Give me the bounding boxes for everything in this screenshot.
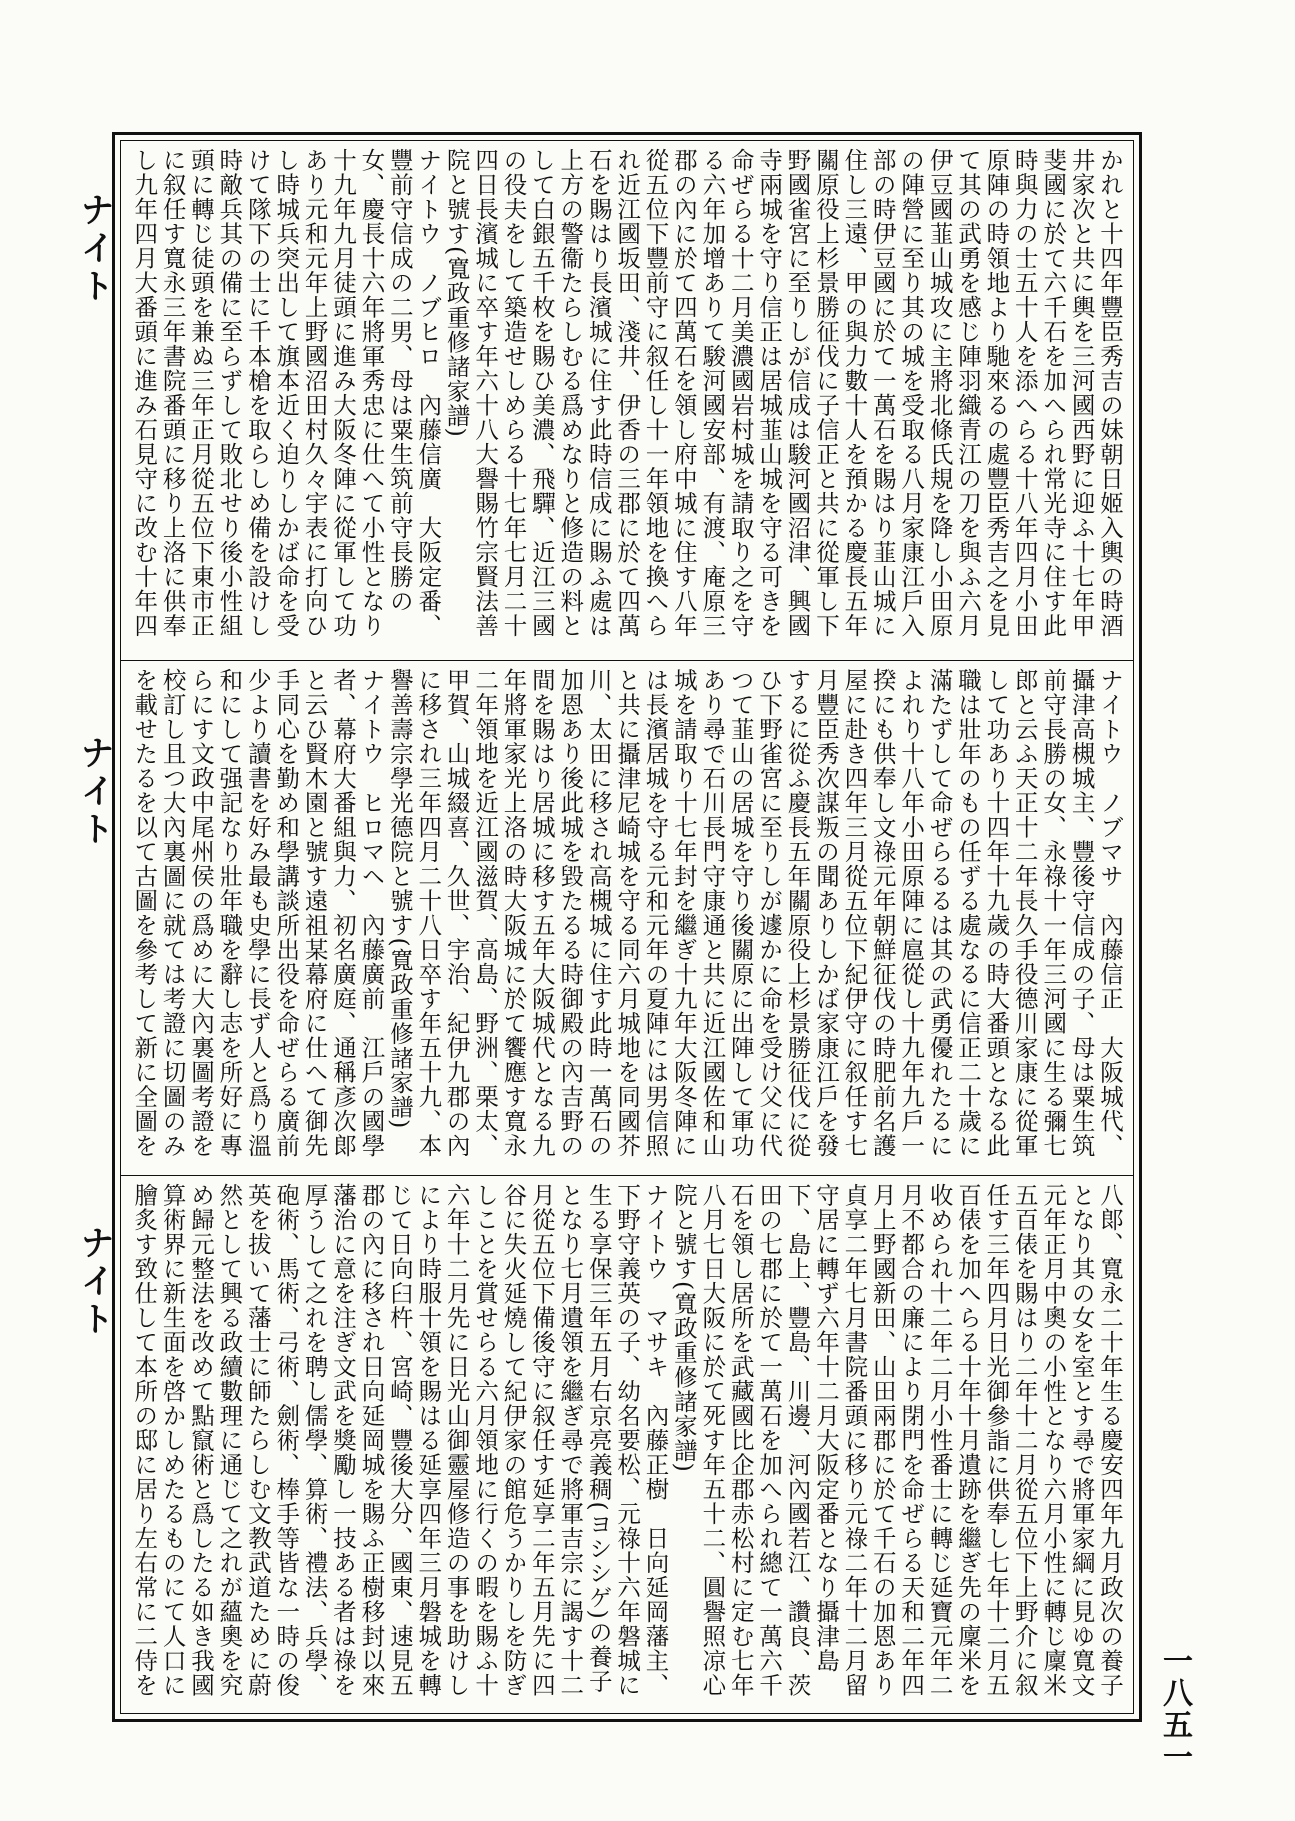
margin-label-2: ナイト [74,735,114,849]
section-bottom [130,1183,1124,1706]
page-number: 一八五一 [1157,1645,1192,1773]
section-divider-2 [120,1175,1134,1176]
entry-paragraph: ナイトウ ヒロマヘ 內藤廣前 江戶の國學者、幕府大番組與力、初名廣庭、通稱彥次郞と云ひ賢木園と號す遠祖某幕府に仕へて御先手同心を勤め和學講談所出役を命ぜらる廣前少より讀書を好み最も史學に長ず人と爲り溫和にして强記なり壯年職を辭し志を所好に專らにす文政中尾州侯の爲めに大內裏圖考證を校訂し且つ大內裏圖に就ては考證に切圖のみを載せたるを以て古圖を參考して新に全圖を [130,668,386,1158]
entry-paragraph: ナイトウ マサキ 內藤正樹 日向延岡藩主、下野守義英の子、幼名要松、元祿十六年磐城に生る享保三年五月右京亮義稠(ヨシシゲ)の養子となり七月遺領を繼ぎ尋で將軍吉宗に謁す十二月從五位下備後守に叙任す延享二年五月先に四谷に失火延燒して紀伊家の館危うかりしを防ぎしことを賞せらる六月領地に行くの暇を賜ふ十六年十二月先に日光山御靈屋修造の事を助けしにより時服十領を賜はる延享四年三月磐城を轉じて日向臼杵、宮崎、豐後大分、國東、速見五郡の內に移され日向延岡城を賜ふ正樹移封以來藩治に意を注ぎ文武を獎勵し一技ある者は祿を厚うして之れを聘し儒學、算術、禮法、兵學、砲術、馬術、弓術、劍術、棒手等皆な一時の俊英を拔いて藩士に師たらしむ文教武道ために蔚然として興る政續數理に通じて之れが蘊奧を究め歸元整法を改めて點竄術と爲したる如き我國算術界に新生面を啓かしめたるものにて人口に膾炙す致仕して本所の邸に居り左右常に二侍を [130,1183,670,1698]
section-top [130,148,1124,653]
section-top-text [130,148,1124,653]
margin-label-1: ナイト [74,192,114,306]
section-divider-1 [120,660,1134,661]
entry-paragraph: ナイトウ ノブヒロ 內藤信廣 大阪定番、豐前守信成の二男、母は粟生筑前守長勝の女、慶長十六年將軍秀忠に仕へて小性となり十九年九月徒頭に進み大阪冬陣に從軍して功あり元和元年上野國沼田村久々宇表に打向ひし時城兵突出して旗本近く迫りしかば命を受けて隊下の士に千本槍を取らしめ備を設けし時敵兵其の備に至らずして敗北せり後小性組頭に轉じ徒頭を兼ぬ三年正月從五位下東市正に叙任す寬永三年書院番頭に移り上洛に供奉し九年四月大番頭に進み石見守に改む十年四 [130,148,443,638]
scan-top-edge [0,4,1295,10]
margin-label-3: ナイト [74,1225,114,1339]
entry-paragraph: 八郞、寬永二十年生る慶安四年九月政次の養子となり其の女を室とす尋で將軍家綱に見ゆ寬文元年正月中奧の小性となり六月小性に轉じ廩米五百俵を賜はり二年十二月從五位下上野介に叙任す三年四月日光御參詣に供奉し七年十二月五百俵を加へらる十年十月遺跡を繼ぎ先の廩米を收められ十二年二月小性番士に轉じ延寶元年二月不都合の廉により閉門を命ぜらる天和二年四月上野國新田、山田兩郡に於て千石の加恩あり貞享二年七月書院番頭に移り元祿二年十二月留守居に轉ず六年十二月大阪定番となり攝津島下、島上、豐島、川邊、河內國若江、讚良、茨田の七郡に於て一萬石を加へられ總て一萬六千石を領し居所を武藏國比企郡赤松村に定む七年八月七日大阪に於て死す年五十二、圓譽照凉心院と號す(寬政重修諸家譜) [669,1183,1124,1698]
entry-paragraph: かれと十四年豐臣秀吉の妹朝日姬入輿の時酒井家次と共に輿を三河國西野に迎ふ十七年甲斐國に於て六千石を加へられ常光寺に住す此時與力の士五十人を添へらる十八年四月小田原陣の時領地より馳來るの處豐臣秀吉之を見て其の武勇を感じ陣羽織青江の刀を與ふ六月伊豆國韮山城攻に主將北條氏規を降し小田原の陣營に至り其の城を受取る八月家康江戶入部の時伊豆國に於て一萬石を賜はり韮山城に住し三遠、甲の與力數十人を預かる慶長五年關原役上杉景勝征伐に子信正と共に從軍し下野國雀宮に至りしが信成は駿河國沼津、興國寺兩城を守り信正は居城韮山城を守る可きを命ぜらる十二月美濃國岩村城を請取り之を守る六年加增ありて駿河國安部、有渡、庵原三郡の內に於て四萬石を領し府中城に住す八年從五位下豐前守に叙任し十一年領地を換へられ近江國坂田、淺井、伊香の三郡に於て四萬石を賜はり長濱城に住す此時信成に賜ふ處は上方の警衞たらしむる爲めなりと修造の料として白銀五千枚を賜ひ美濃、飛驒、近江三國の役夫をして築造せしめらる十七年七月二十四日長濱城に卒す年六十八大譽賜竹宗賢法善院と號す(寬政重修諸家譜) [442,148,1124,638]
section-middle-text [130,668,1124,1168]
entry-paragraph: ナイトウ ノブマサ 內藤信正 大阪城代、攝津高槻城主、豐後守信成の子、母は粟生筑前守長勝の女、永祿十一年三河國に生る彌七郎と云ふ天正十二年長久手役德川家康に從軍して功あり十四年十九歲の時大番頭となる此職は壯年のもの任ずる處なるに信正二十歲に滿たずして命ぜらるるは其の武勇優れたるによれり十八年小田原陣に扈從し十九年九戶一揆にも供奉し文祿元年朝鮮征伐の時肥前名護屋に赴き四年三月從五位下紀伊守に叙任す七月豐臣秀次謀叛の聞ありしかば家康江戶を發するに從ふ慶長五年關原役上杉景勝征伐に從ひ下野雀宮に至りしが遽かに命を受け父に代つて韮山の居城を守り後關原に出陣して軍功あり尋で石川長門守康通と共に近江國佐和山城を請取り十七年封を繼ぎ十九年大阪冬陣には長濱居城を守る元和元年の夏陣には男信照と共に攝津尼崎城を守る同六月城地を同國芥川、太田に移され高槻城に住す此時一萬石の加恩あり後此城を毀たるる時御殿の內吉野の間を賜はり居城に移す五年大阪城代となる九年將軍家光上洛の時大阪城に於て饗應す寬永二年領地を近江國滋賀、高島、野洲、栗太、甲賀、山城綴喜、久世、宇治、紀伊九郡の內に移され三年四月二十八日卒す年五十九、本譽善壽宗學光德院と號す(寬政重修諸家譜) [385,668,1124,1158]
section-middle [130,668,1124,1168]
section-bottom-text [130,1183,1124,1706]
